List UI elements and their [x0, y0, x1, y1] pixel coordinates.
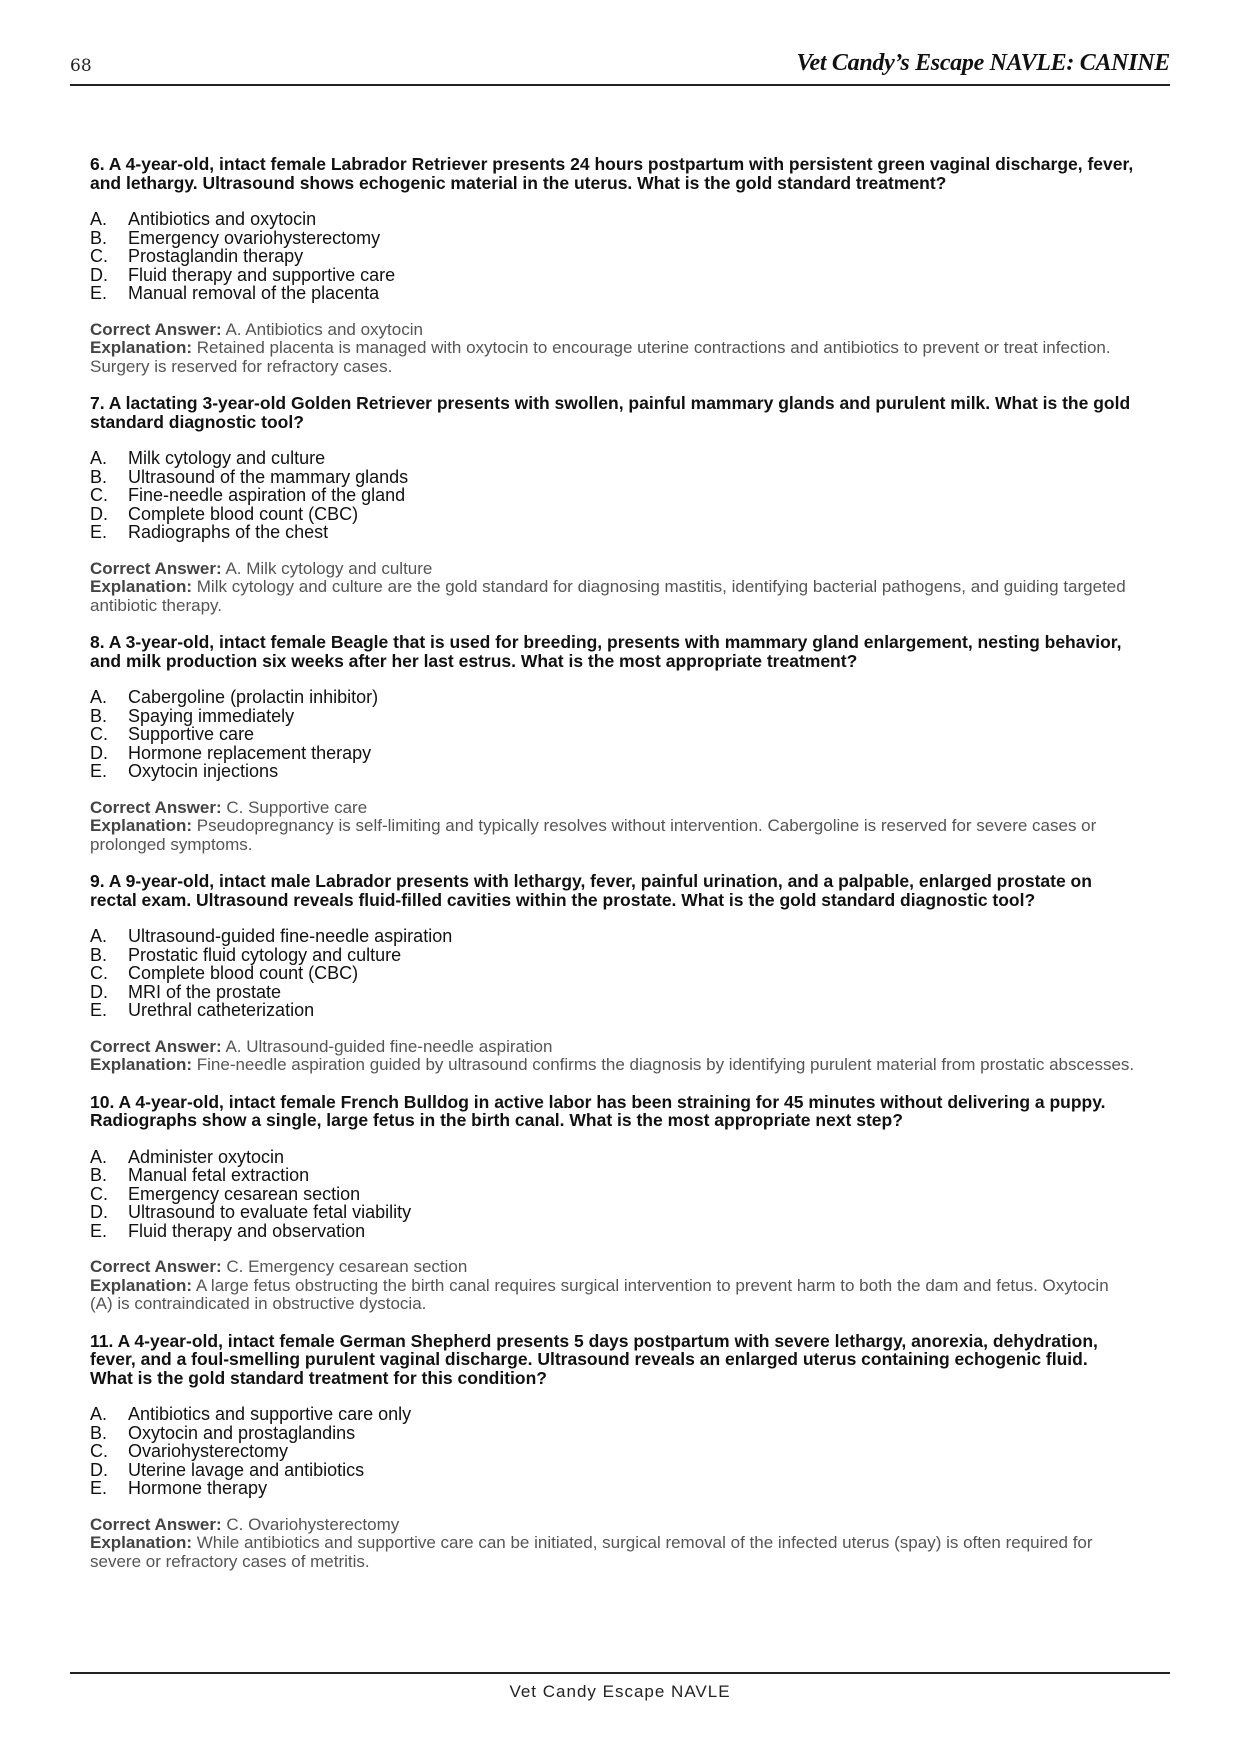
option-c — [90, 247, 1135, 266]
option-letter: A. — [90, 448, 108, 468]
option-b — [90, 946, 1135, 965]
option-text: Fine-needle aspiration of the gland — [128, 485, 406, 505]
explanation-text: Pseudopregnancy is self-limiting and typically resolves without intervention. Cabergoline is reserved for severe cases or prolonged symptoms. — [90, 816, 1097, 854]
correct-answer-value: A. Milk cytology and culture — [225, 558, 433, 578]
option-d — [90, 266, 1135, 285]
option-letter: B. — [90, 227, 108, 248]
question-6 — [90, 155, 1135, 376]
option-text: Manual fetal extraction — [128, 1165, 310, 1185]
explanation-text: While antibiotics and supportive care can be initiated, surgical removal of the infected uterus (spay) is often required for severe or refractory cases of metritis. — [90, 1533, 1093, 1571]
option-d — [90, 505, 1135, 524]
question-text: 7. A lactating 3-year-old Golden Retriever presents with swollen, painful mammary glands and purulent milk. What is the gold standard diagnostic tool? — [90, 393, 1131, 432]
answer-block — [90, 321, 1135, 377]
option-text: Antibiotics and supportive care only — [128, 1404, 412, 1424]
explanation-text: Retained placenta is managed with oxytocin to encourage uterine contractions and antibiotics to prevent or treat infection. Surgery is reserved for refractory cases. — [90, 338, 1111, 376]
question-text: 10. A 4-year-old, intact female French Bulldog in active labor has been straining for 45 minutes without delivering a puppy. Radiographs show a single, large fetus in the birth canal. What is the most appropriate next step? — [90, 1091, 1106, 1130]
question-text: 6. A 4-year-old, intact female Labrador Retriever presents 24 hours postpartum with persistent green vaginal discharge, fever, and lethargy. Ultrasound shows echogenic material in the uterus. What is the gold standard treatment? — [90, 154, 1134, 193]
option-text: Manual removal of the placenta — [128, 283, 380, 303]
correct-answer — [90, 321, 1135, 340]
option-b — [90, 1424, 1135, 1443]
option-text: Fluid therapy and observation — [128, 1220, 366, 1241]
option-b — [90, 468, 1135, 487]
option-b — [90, 1166, 1135, 1185]
option-text: Ovariohysterectomy — [128, 1441, 289, 1461]
explanation-text: Fine-needle aspiration guided by ultrasound confirms the diagnosis by identifying purulent material from prostatic abscesses. — [196, 1055, 1135, 1074]
option-text: Hormone replacement therapy — [128, 742, 372, 763]
option-letter: E. — [90, 1000, 108, 1020]
question-8 — [90, 633, 1135, 854]
correct-answer — [90, 799, 1135, 818]
question-11 — [90, 1332, 1135, 1572]
option-list — [90, 449, 1135, 542]
option-letter: B. — [90, 944, 108, 965]
option-e — [90, 1222, 1135, 1241]
option-letter: C. — [90, 963, 108, 983]
page-footer: Vet Candy Escape NAVLE — [509, 1682, 731, 1701]
page-header — [70, 50, 1170, 86]
option-text: Cabergoline (prolactin inhibitor) — [128, 687, 379, 707]
option-a — [90, 927, 1135, 946]
option-text: Spaying immediately — [128, 705, 295, 726]
option-letter: D. — [90, 742, 108, 763]
option-e — [90, 523, 1135, 542]
option-text: Antibiotics and oxytocin — [128, 209, 317, 229]
option-list — [90, 688, 1135, 781]
option-text: Emergency cesarean section — [128, 1183, 361, 1204]
footer-divider — [70, 1672, 1170, 1674]
book-title: Vet Candy’s Escape NAVLE: CANINE — [796, 50, 1170, 76]
option-text: Oxytocin injections — [128, 761, 279, 781]
correct-answer-value: A. Antibiotics and oxytocin — [225, 319, 423, 339]
option-c — [90, 725, 1135, 744]
correct-answer-label: Correct Answer: — [90, 1036, 222, 1056]
option-e — [90, 762, 1135, 781]
option-text: MRI of the prostate — [128, 981, 282, 1002]
option-c — [90, 1185, 1135, 1204]
option-letter: C. — [90, 1183, 108, 1204]
explanation — [90, 817, 1135, 854]
explanation-label: Explanation: — [90, 577, 193, 596]
option-list — [90, 1148, 1135, 1241]
answer-block — [90, 560, 1135, 616]
correct-answer-label: Correct Answer: — [90, 558, 222, 578]
option-text: Supportive care — [128, 724, 255, 744]
option-text: Radiographs of the chest — [128, 522, 329, 542]
correct-answer-label: Correct Answer: — [90, 1514, 222, 1534]
explanation-label: Explanation: — [90, 1055, 193, 1074]
option-letter: B. — [90, 1165, 108, 1185]
option-text: Ultrasound-guided fine-needle aspiration — [128, 926, 453, 946]
option-letter: A. — [90, 209, 108, 229]
explanation-label: Explanation: — [90, 1533, 193, 1552]
option-letter: E. — [90, 283, 108, 303]
option-d — [90, 983, 1135, 1002]
option-e — [90, 1001, 1135, 1020]
option-letter: E. — [90, 522, 108, 542]
answer-block — [90, 1516, 1135, 1572]
option-d — [90, 1461, 1135, 1480]
option-text: Administer oxytocin — [128, 1146, 285, 1167]
option-letter: C. — [90, 485, 108, 505]
question-7 — [90, 394, 1135, 615]
explanation-label: Explanation: — [90, 1275, 193, 1295]
correct-answer — [90, 1038, 1135, 1057]
explanation — [90, 1534, 1135, 1571]
option-b — [90, 229, 1135, 248]
option-letter: C. — [90, 724, 108, 744]
option-text: Prostatic fluid cytology and culture — [128, 944, 402, 965]
explanation-label: Explanation: — [90, 816, 193, 835]
answer-block — [90, 1038, 1135, 1075]
option-letter: E. — [90, 1220, 108, 1241]
correct-answer-label: Correct Answer: — [90, 319, 222, 339]
option-a — [90, 1148, 1135, 1167]
option-letter: C. — [90, 246, 108, 266]
option-text: Oxytocin and prostaglandins — [128, 1422, 356, 1443]
option-letter: D. — [90, 1459, 108, 1480]
option-letter: B. — [90, 466, 108, 487]
option-d — [90, 744, 1135, 763]
correct-answer-value: A. Ultrasound-guided fine-needle aspiration — [225, 1036, 553, 1056]
explanation-label: Explanation: — [90, 338, 193, 357]
correct-answer — [90, 1258, 1135, 1277]
explanation — [90, 1277, 1135, 1314]
option-letter: A. — [90, 1404, 108, 1424]
option-text: Fluid therapy and supportive care — [128, 264, 396, 285]
option-letter: E. — [90, 1478, 108, 1498]
option-text: Complete blood count (CBC) — [128, 503, 359, 524]
option-text: Complete blood count (CBC) — [128, 963, 359, 983]
correct-answer-label: Correct Answer: — [90, 797, 222, 817]
answer-block — [90, 1258, 1135, 1314]
option-b — [90, 707, 1135, 726]
option-letter: A. — [90, 926, 108, 946]
option-letter: D. — [90, 981, 108, 1002]
answer-block — [90, 799, 1135, 855]
explanation — [90, 578, 1135, 615]
option-letter: B. — [90, 1422, 108, 1443]
option-text: Uterine lavage and antibiotics — [128, 1459, 365, 1480]
correct-answer — [90, 560, 1135, 579]
option-a — [90, 449, 1135, 468]
option-e — [90, 1479, 1135, 1498]
explanation — [90, 339, 1135, 376]
option-text: Prostaglandin therapy — [128, 246, 304, 266]
option-letter: E. — [90, 761, 108, 781]
option-a — [90, 688, 1135, 707]
option-c — [90, 1442, 1135, 1461]
question-text: 8. A 3-year-old, intact female Beagle that is used for breeding, presents with mammary gland enlargement, nesting behavior, and milk production six weeks after her last estrus. What is the most appropriate treatment? — [90, 632, 1122, 671]
option-letter: C. — [90, 1441, 108, 1461]
option-c — [90, 964, 1135, 983]
option-d — [90, 1203, 1135, 1222]
option-a — [90, 1405, 1135, 1424]
option-text: Ultrasound to evaluate fetal viability — [128, 1202, 412, 1222]
option-text: Urethral catheterization — [128, 1000, 315, 1020]
option-c — [90, 486, 1135, 505]
option-e — [90, 284, 1135, 303]
option-letter: D. — [90, 1202, 108, 1222]
question-9 — [90, 872, 1135, 1075]
correct-answer — [90, 1516, 1135, 1535]
option-list — [90, 927, 1135, 1020]
option-letter: D. — [90, 503, 108, 524]
option-list — [90, 210, 1135, 303]
option-text: Ultrasound of the mammary glands — [128, 466, 409, 487]
option-letter: B. — [90, 705, 108, 726]
correct-answer-value: C. Emergency cesarean section — [226, 1257, 468, 1276]
page-number: 68 — [70, 56, 92, 76]
option-a — [90, 210, 1135, 229]
correct-answer-value: C. Ovariohysterectomy — [226, 1514, 400, 1534]
option-text: Hormone therapy — [128, 1478, 268, 1498]
correct-answer-value: C. Supportive care — [226, 797, 368, 817]
question-text: 11. A 4-year-old, intact female German Shepherd presents 5 days postpartum with severe lethargy, anorexia, dehydration, fever, and a foul-smelling purulent vaginal discharge. Ultrasound reveals an enlarged uterus containing echogenic fluid. What is the gold standard treatment for this condition? — [90, 1330, 1098, 1388]
explanation-text: Milk cytology and culture are the gold standard for diagnosing mastitis, identifying bacterial pathogens, and guiding targeted antibiotic therapy. — [90, 577, 1126, 615]
option-letter: A. — [90, 687, 108, 707]
explanation — [90, 1056, 1135, 1075]
correct-answer-label: Correct Answer: — [90, 1257, 222, 1276]
option-letter: A. — [90, 1146, 108, 1167]
option-letter: D. — [90, 264, 108, 285]
option-list — [90, 1405, 1135, 1498]
question-list — [90, 155, 1135, 1589]
question-10 — [90, 1093, 1135, 1314]
explanation-text: A large fetus obstructing the birth canal requires surgical intervention to prevent harm to both the dam and fetus. Oxytocin (A) is contraindicated in obstructive dystocia. — [90, 1275, 1109, 1313]
option-text: Milk cytology and culture — [128, 448, 326, 468]
question-text: 9. A 9-year-old, intact male Labrador presents with lethargy, fever, painful urination, and a palpable, enlarged prostate on rectal exam. Ultrasound reveals fluid-filled cavities within the prostate. What is the gold standard diagnostic tool? — [90, 871, 1092, 910]
option-text: Emergency ovariohysterectomy — [128, 227, 381, 248]
